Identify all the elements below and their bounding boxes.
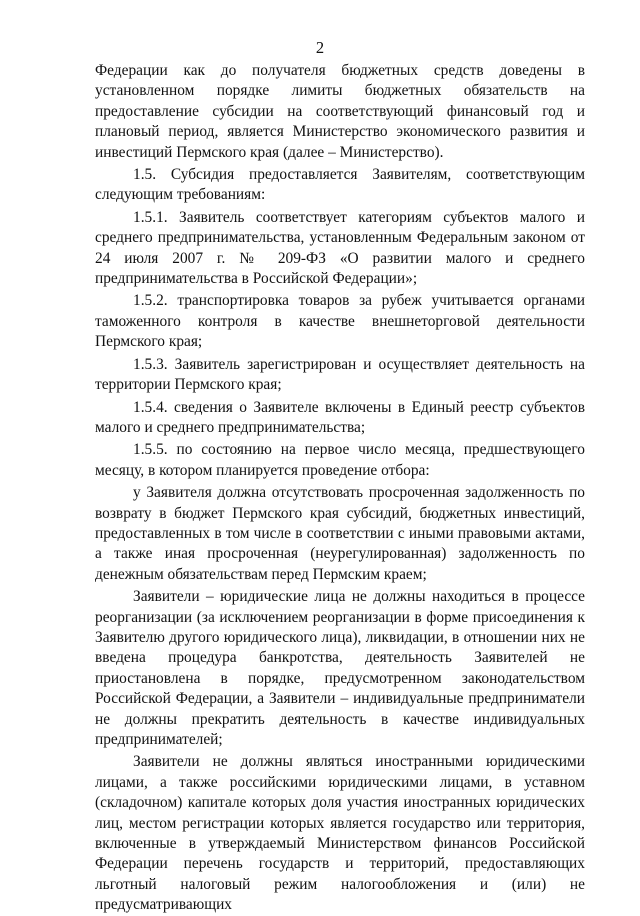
paragraph-1-5-1: 1.5.1. Заявитель соответствует категориям субъектов малого и среднего предпринимательства, установленным Федеральным законом от 24 июля 2007 г. № 209-ФЗ «О развитии малого и среднего предпринимательства в Российской Федерации»; [95, 208, 585, 288]
paragraph-1-5-4: 1.5.4. сведения о Заявителе включены в Единый реестр субъектов малого и среднего предпринимательства; [95, 398, 585, 436]
paragraph-debt-requirement: у Заявителя должна отсутствовать просроченная задолженность по возврату в бюджет Пермского края субсидий, бюджетных инвестиций, предоставленных в том числе в соответствии с иными правовыми актами, а также иная просроченная (неурегулированная) задолженность по денежным обязательствам перед Пермским краем; [95, 484, 585, 583]
paragraph-continuation: Федерации как до получателя бюджетных средств доведены в установленном порядке лимиты бюджетных обязательств на предоставление субсидии на соответствующий финансовый год и плановый период, является Министерство экономического развития и инвестиций Пермского края (далее – Министерство). [95, 62, 585, 161]
document-body [95, 61, 585, 916]
paragraph-foreign-entity-requirement: Заявители не должны являться иностранными юридическими лицами, а также российскими юридическими лицами, в уставном (складочном) капитале которых доля участия иностранных юридических лиц, местом регистрации которых является государство или территория, включенные в утверждаемый Министерством финансов Российской Федерации перечень государств и территорий, предоставляющих льготный налоговый режим налогообложения и (или) не предусматривающих [95, 753, 585, 914]
paragraph-1-5: 1.5. Субсидия предоставляется Заявителям, соответствующим следующим требованиям: [95, 166, 585, 204]
paragraph-1-5-5: 1.5.5. по состоянию на первое число месяца, предшествующего месяцу, в котором планируется проведение отбора: [95, 441, 585, 479]
paragraph-1-5-2: 1.5.2. транспортировка товаров за рубеж учитывается органами таможенного контроля в качестве внешнеторговой деятельности Пермского края; [95, 292, 585, 351]
page-number: 2 [315, 38, 325, 57]
paragraph-1-5-3: 1.5.3. Заявитель зарегистрирован и осуществляет деятельность на территории Пермского края; [95, 355, 585, 394]
paragraph-reorganization-requirement: Заявители – юридические лица не должны находиться в процессе реорганизации (за исключением реорганизации в форме присоединения к Заявителю другого юридического лица), ликвидации, в отношении них не введена процедура банкротства, деятельность Заявителей не приостановлена в порядке, предусмотренном законодательством Российской Федерации, а Заявители – индивидуальные предприниматели не должны прекратить деятельность в качестве индивидуальных предпринимателей; [95, 588, 585, 748]
